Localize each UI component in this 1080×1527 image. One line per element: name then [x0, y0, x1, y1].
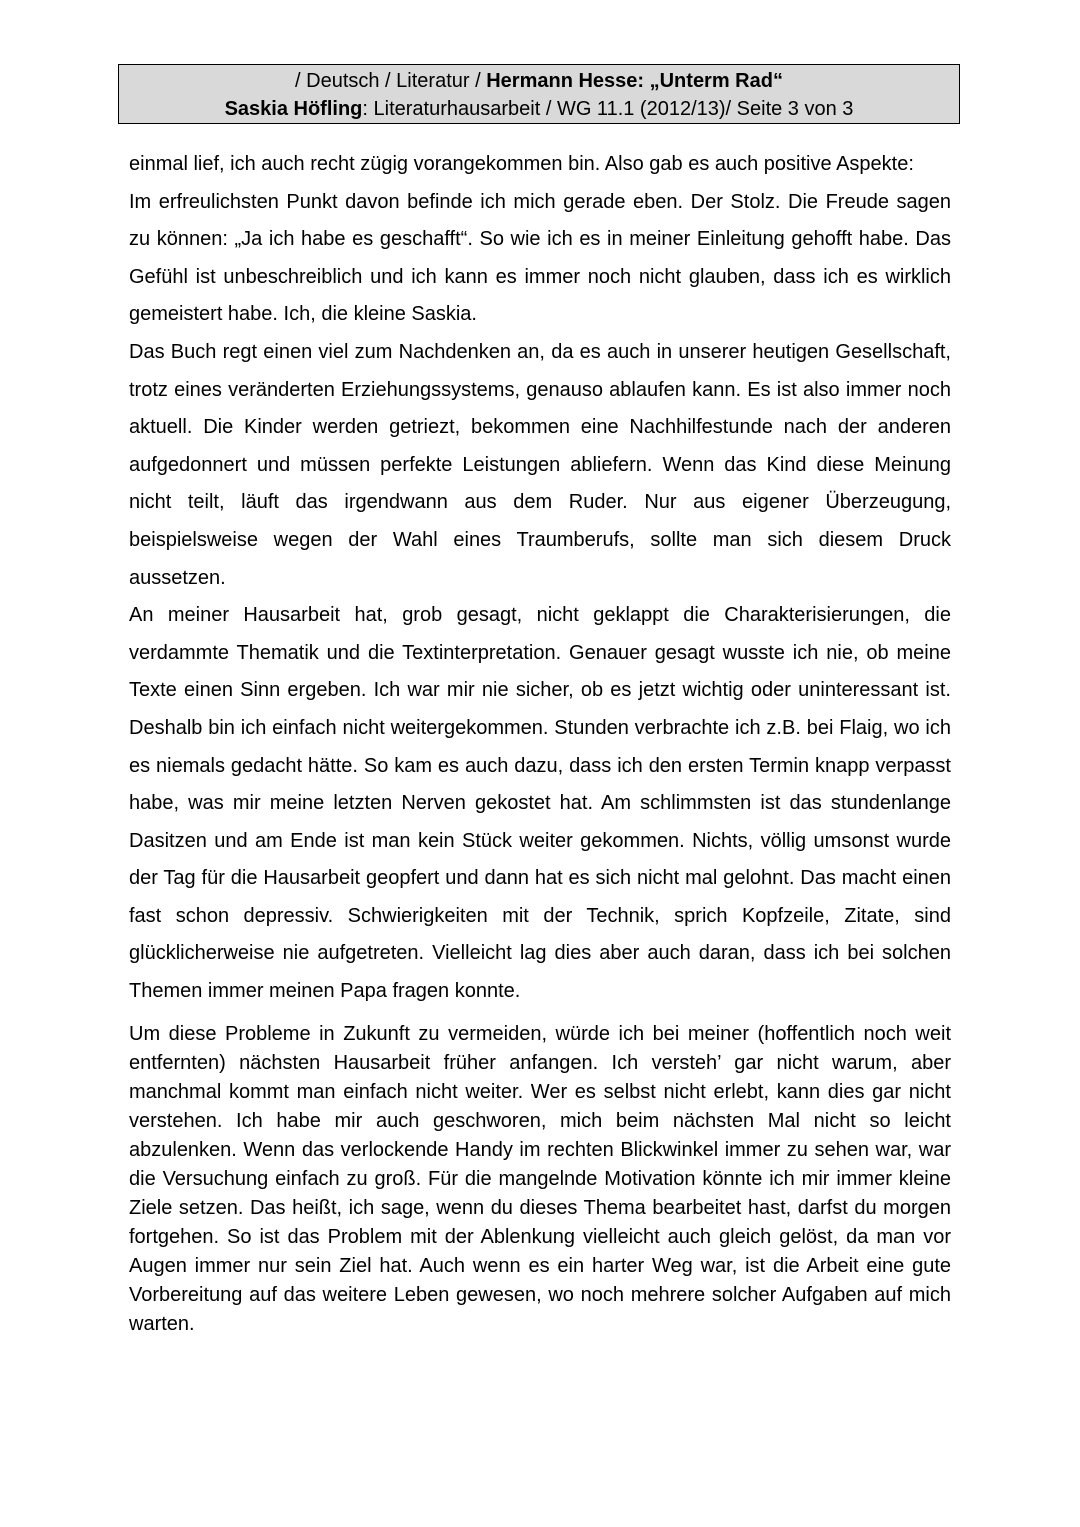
header-details: : Literaturhausarbeit / WG 11.1 (2012/13)/ Seite 3 von 3 — [362, 98, 854, 120]
header-book-title: Hermann Hesse: „Unterm Rad“ — [486, 70, 783, 92]
header-author-line — [119, 95, 959, 123]
header-author: Saskia Höfling — [224, 98, 363, 120]
paragraph-5: Um diese Probleme in Zukunft zu vermeiden, würde ich bei meiner (hoffentlich noch weit entfernten) nächsten Hausarbeit früher anfangen. Ich versteh’ gar nicht warum, aber manchmal kommt man einfach nicht weiter. Wer es selbst nicht erlebt, kann dies gar nicht verstehen. Ich habe mir auch geschworen, mich beim nächsten Mal nicht so leicht abzulenken. Wenn das verlockende Handy im rechten Blickwinkel immer zu sehen war, war die Versuchung einfach zu groß. Für die mangelnde Motivation könnte ich mir immer kleine Ziele setzen. Das heißt, ich sage, wenn du dieses Thema bearbeitet hast, darfst du morgen fortgehen. So ist das Problem mit der Ablenkung vielleicht auch gleich gelöst, da man vor Augen immer nur sein Ziel hat. Auch wenn es ein harter Weg war, ist die Arbeit eine gute Vorbereitung auf das weitere Leben gewesen, wo noch mehrere solcher Aufgaben auf mich warten. — [129, 1022, 951, 1335]
header-subject: / Deutsch / Literatur / — [295, 70, 487, 92]
document-body — [129, 146, 951, 1339]
page-header — [118, 64, 960, 124]
paragraph-3: Das Buch regt einen viel zum Nachdenken an, da es auch in unserer heutigen Gesellschaft, trotz eines veränderten Erziehungssystems, genauso ablaufen kann. Es ist also immer noch aktuell. Die Kinder werden getriezt, bekommen eine Nachhilfestunde nach der anderen aufgedonnert und müssen perfekte Leistungen abliefern. Wenn das Kind diese Meinung nicht teilt, läuft das irgendwann aus dem Ruder. Nur aus eigener Überzeugung, beispielsweise wegen der Wahl eines Traumberufs, sollte man sich diesem Druck aussetzen. — [129, 340, 951, 589]
paragraph-4: An meiner Hausarbeit hat, grob gesagt, nicht geklappt die Charakterisierungen, die verdammte Thematik und die Textinterpretation. Genauer gesagt wusste ich nie, ob meine Texte einen Sinn ergeben. Ich war mir nie sicher, ob es jetzt wichtig oder uninteressant ist. Deshalb bin ich einfach nicht weitergekommen. Stunden verbrachte ich z.B. bei Flaig, wo ich es niemals gedacht hätte. So kam es auch dazu, dass ich den ersten Termin knapp verpasst habe, was mir meine letzten Nerven gekostet hat. Am schlimmsten ist das stundenlange Dasitzen und am Ende ist man kein Stück weiter gekommen. Nichts, völlig umsonst wurde der Tag für die Hausarbeit geopfert und dann hat es sich nicht mal gelohnt. Das macht einen fast schon depressiv. Schwierigkeiten mit der Technik, sprich Kopfzeile, Zitate, sind glücklicherweise nie aufgetreten. Vielleicht lag dies aber auch daran, dass ich bei solchen Themen immer meinen Papa fragen konnte. — [129, 604, 951, 1003]
paragraph-1: einmal lief, ich auch recht zügig vorangekommen bin. Also gab es auch positive Aspekte: — [129, 153, 914, 175]
paragraph-2: Im erfreulichsten Punkt davon befinde ich mich gerade eben. Der Stolz. Die Freude sagen zu können: „Ja ich habe es geschafft“. So wie ich es in meiner Einleitung gehofft habe. Das Gefühl ist unbeschreiblich und ich kann es immer noch nicht glauben, dass ich es wirklich gemeistert habe. Ich, die kleine Saskia. — [129, 190, 951, 326]
header-course-line — [119, 67, 959, 95]
